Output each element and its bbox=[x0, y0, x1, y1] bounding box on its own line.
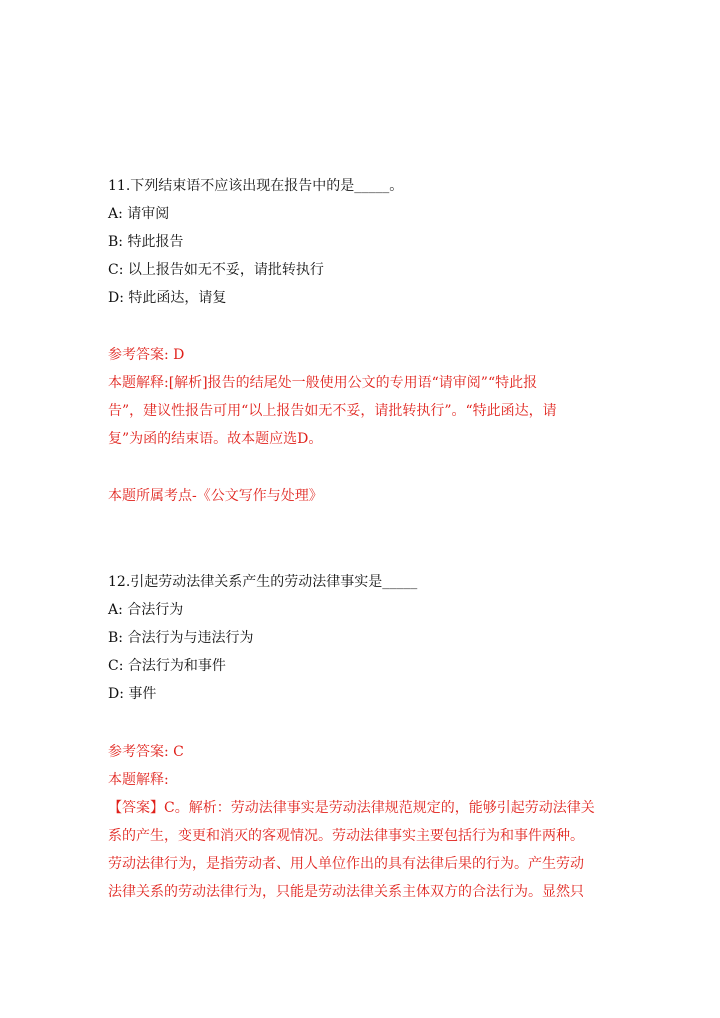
q11-explanation-line-2: 告”，建议性报告可用“以上报告如无不妥，请批转执行”。“特此函达，请 bbox=[108, 403, 557, 419]
q12-option-a: A: 合法行为 bbox=[108, 602, 184, 618]
q11-explanation-line-1: 本题解释:[解析]报告的结尾处一般使用公文的专用语“请审阅”“特此报 bbox=[108, 375, 538, 391]
q12-option-b: B: 合法行为与违法行为 bbox=[108, 630, 254, 646]
q11-option-b: B: 特此报告 bbox=[108, 234, 184, 250]
q11-explanation-line-3: 复”为函的结束语。故本题应选D。 bbox=[108, 431, 323, 447]
q11-option-c: C: 以上报告如无不妥，请批转执行 bbox=[108, 262, 324, 278]
q12-explanation-line-1: 【答案】C。解析：劳动法律事实是劳动法律规范规定的，能够引起劳动法律关 bbox=[108, 800, 595, 816]
question-11-text: 11.下列结束语不应该出现在报告中的是_____。 bbox=[108, 178, 404, 194]
q11-answer: 参考答案: D bbox=[108, 347, 185, 363]
q12-option-c: C: 合法行为和事件 bbox=[108, 658, 226, 674]
q11-option-d: D: 特此函达，请复 bbox=[108, 290, 227, 306]
question-12-text: 12.引起劳动法律关系产生的劳动法律事实是_____ bbox=[108, 574, 418, 590]
q12-answer: 参考答案: C bbox=[108, 744, 184, 760]
q11-topic: 本题所属考点-《公文写作与处理》 bbox=[108, 488, 323, 504]
q11-option-a: A: 请审阅 bbox=[108, 206, 170, 222]
q12-explanation-label: 本题解释: bbox=[108, 772, 169, 788]
q12-option-d: D: 事件 bbox=[108, 686, 157, 702]
q12-explanation-line-4: 法律关系的劳动法律行为，只能是劳动法律关系主体双方的合法行为。显然只 bbox=[108, 884, 584, 900]
q12-explanation-line-3: 劳动法律行为，是指劳动者、用人单位作出的具有法律后果的行为。产生劳动 bbox=[108, 856, 584, 872]
q12-explanation-line-2: 系的产生，变更和消灭的客观情况。劳动法律事实主要包括行为和事件两种。 bbox=[108, 828, 584, 844]
